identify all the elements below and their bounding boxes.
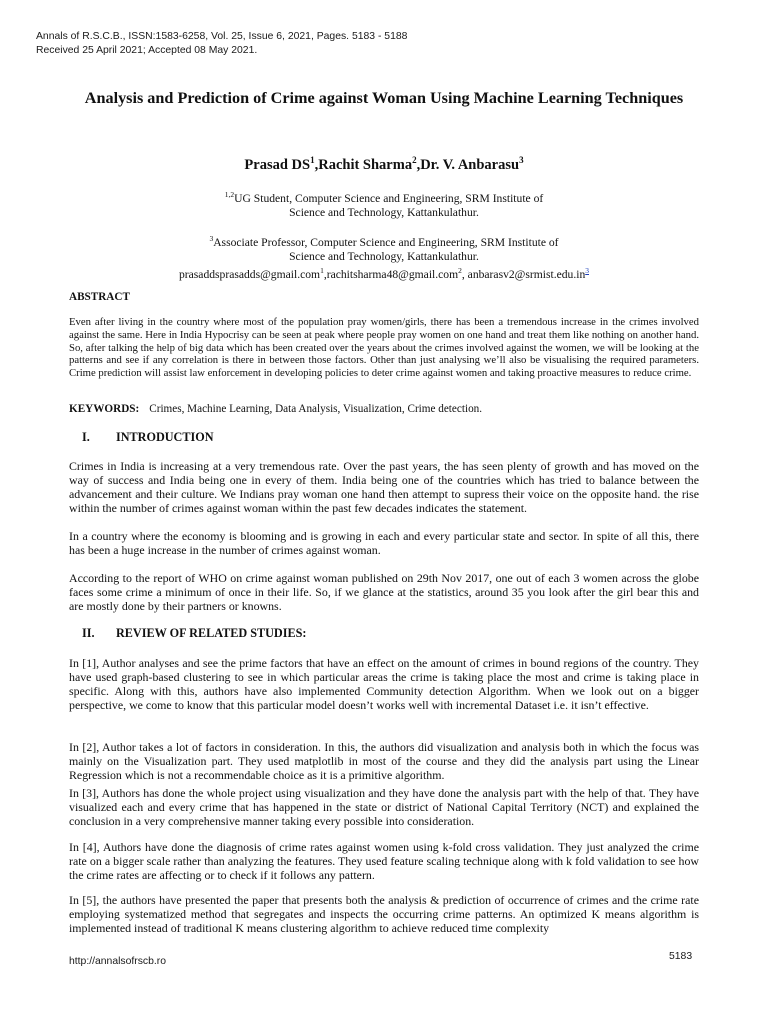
affiliation-line: UG Student, Computer Science and Engineering, SRM Institute of	[234, 191, 544, 205]
affiliation-line: Science and Technology, Kattankulathur.	[289, 205, 479, 219]
email-sup: 2	[458, 265, 462, 275]
author-name: Prasad DS	[244, 156, 311, 173]
section-number: II.	[82, 626, 95, 640]
body-paragraph: Crimes in India is increasing at a very tremendous rate. Over the past years, the has seen plenty of growth and has moved on the way of success and India being one in every of them. India being one of the countries which has tried to balance between the advancement and their culture. We Indians pray woman one hand then attempt to supress their voice on the opposite hand. the rise within the number of crimes against woman within the past few decades indicates the statement.	[69, 459, 699, 516]
email-1[interactable]: prasaddsprasadds@gmail.com	[178, 267, 321, 281]
body-paragraph: In [4], Authors have done the diagnosis of crime rates against women using k-fold cross validation. They just analyzed the crime rate on a bigger scale rather than analyzing the features. They used feature scaling technique along with k fold validation to see how the crime rates are affecting or to check if it follows any pattern.	[69, 840, 699, 883]
body-paragraph: In a country where the economy is blooming and is growing in each and every particular state and sector. In spite of all this, there has been a huge increase in the number of crimes against woman.	[69, 529, 699, 558]
section-title: INTRODUCTION	[116, 430, 214, 444]
keywords-label: KEYWORDS:	[69, 403, 140, 415]
section-number: I.	[82, 430, 90, 444]
section-title: REVIEW OF RELATED STUDIES:	[116, 626, 307, 640]
abstract-text: Even after living in the country where most of the population pray women/girls, there has been a tremendous increase in the crimes involved against the same. Here in India Hypocrisy can be seen at peak where people pray women on one hand and treat them like nothing on another hand. So, after talking the help of big data which has been created over the years about the crimes involved against the women, we will be looking at the patterns and see if any correlation is there in between those factors. Other than just analysing we’ll also be visualising the required parameters. Crime prediction will assist law enforcement in developing policies to deter crime against women and taking proactive measures to reduce crime.	[69, 316, 699, 380]
author-sup: 3	[519, 155, 524, 165]
author-name: Rachit Sharma	[318, 156, 413, 173]
author-name: Dr. V. Anbarasu	[420, 156, 520, 173]
section-heading-related-studies	[82, 626, 306, 641]
keywords	[69, 403, 709, 415]
body-paragraph: In [5], the authors have presented the paper that presents both the analysis & prediction of occurrence of crimes and the crime rate employing systematized method that segregates and inspects the occurring crime patterns. An optimized K means algorithm is implemented instead of traditional K means clustering algorithm to achieve reduced time complexity	[69, 893, 699, 936]
email-sup-link[interactable]: 3	[585, 265, 589, 275]
journal-citation: Annals of R.S.C.B., ISSN:1583-6258, Vol. 25, Issue 6, 2021, Pages. 5183 - 5188	[36, 31, 408, 42]
affiliation-students	[0, 188, 768, 220]
body-paragraph: In [2], Author takes a lot of factors in consideration. In this, the authors did visualization and analysis both in which the focus was mainly on the Visualization part. They used matplotlib in most of the course and they did the analysis part using the Linear Regression which is not a recommendable choice as it is a primitive algorithm.	[69, 740, 699, 783]
email-3[interactable]: , anbarasv2@srmist.edu.in	[461, 267, 586, 281]
author-emails	[0, 264, 768, 282]
author-sup: 2	[412, 155, 417, 165]
journal-header	[36, 30, 407, 58]
abstract-heading: ABSTRACT	[69, 291, 130, 303]
body-paragraph: In [1], Author analyses and see the prime factors that have an effect on the amount of crimes in bound regions of the country. They have used graph-based clustering to see in which particular areas the crime is taking place the most and crime is taking place in specific. Along with this, authors have also implemented Community detection Algorithm. When we look out on a bigger perspective, we come to know that this particular model doesn’t works well with incremental Dataset i.e. it isn’t effective.	[69, 656, 699, 713]
email-sup: 1	[320, 265, 324, 275]
footer-url[interactable]: http://annalsofrscb.ro	[69, 956, 167, 967]
body-paragraph: According to the report of WHO on crime against woman published on 29th Nov 2017, one out of each 3 women across the globe faces some crime a minimum of once in their life. So, if we glance at the statistics, around 35 you look after the girl bear this and are mostly done by their partners or knowns.	[69, 571, 699, 614]
author-separator: ,	[416, 156, 421, 173]
page-number: 5183	[669, 951, 693, 962]
author-sup: 1	[310, 155, 315, 165]
affiliation-line: Associate Professor, Computer Science and Engineering, SRM Institute of	[213, 235, 559, 249]
received-accepted-dates: Received 25 April 2021; Accepted 08 May 2021.	[36, 45, 258, 56]
affiliation-line: Science and Technology, Kattankulathur.	[289, 249, 479, 263]
affiliation-sup: 1,2	[224, 190, 235, 199]
author-separator: ,	[314, 156, 319, 173]
keywords-text: Crimes, Machine Learning, Data Analysis, Visualization, Crime detection.	[149, 403, 483, 415]
affiliation-professor	[0, 232, 768, 282]
body-paragraph: In [3], Authors has done the whole project using visualization and they have done the analysis part with the help of that. They have visualized each and every crime that has happened in the state or district of National Capital Territory (NCT) and explained the conclusion in a very comprehensive manner taking every possible into consideration.	[69, 786, 699, 829]
email-2[interactable]: ,rachitsharma48@gmail.com	[323, 267, 459, 281]
author-list	[0, 151, 768, 174]
paper-title: Analysis and Prediction of Crime against Woman Using Machine Learning Techniques	[84, 89, 684, 107]
affiliation-sup: 3	[209, 234, 214, 243]
section-heading-introduction	[82, 430, 214, 445]
